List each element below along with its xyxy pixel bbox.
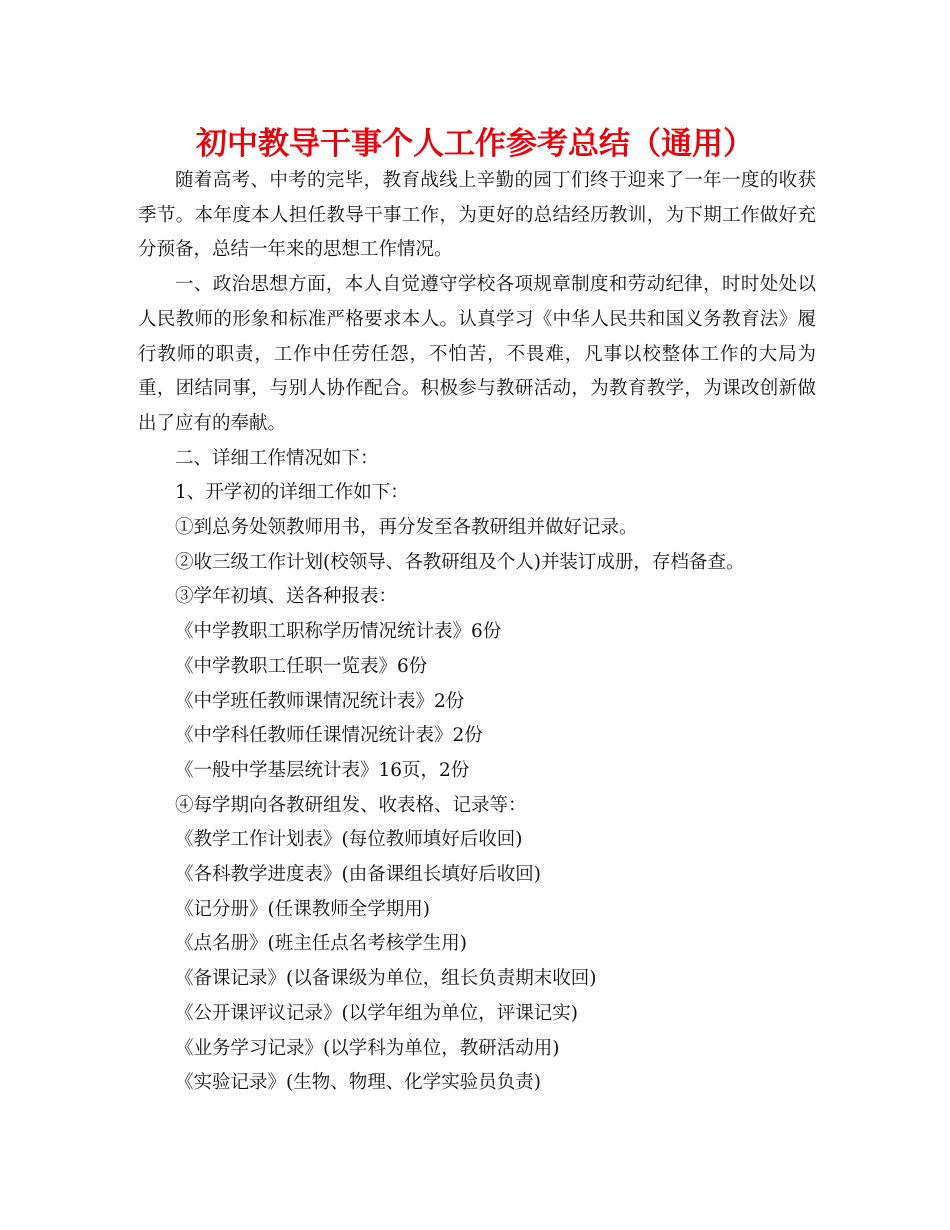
- line-record-teaching-plan: 《教学工作计划表》(每位教师填好后收回): [175, 829, 523, 851]
- paragraph-political: 一、政治思想方面，本人自觉遵守学校各项规章制度和劳动纪律，时时处处以人民教师的形象和标准严格要求本人。认真学习《中华人民共和国义务教育法》履行教师的职责，工作中任劳任怨，不怕苦，不畏难，凡事以校整体工作的大局为重，团结同事，与别人协作配合。积极参与教研活动，为教育教学，为课改创新做出了应有的奉献。: [138, 274, 816, 434]
- line-form-basic-stats: 《一般中学基层统计表》16页，2份: [175, 759, 470, 781]
- line-record-open-class: 《公开课评议记录》(以学年组为单位，评课记实): [175, 1002, 578, 1024]
- line-form-title-stats: 《中学教职工职称学历情况统计表》6份: [175, 621, 502, 643]
- document-body: [138, 164, 816, 1101]
- line-record-lesson-prep: 《备课记录》(以备课级为单位，组长负责期末收回): [175, 968, 597, 990]
- line-form-subject-teacher: 《中学科任教师任课情况统计表》2份: [175, 725, 483, 747]
- line-section-two: 二、详细工作情况如下：: [175, 447, 379, 469]
- line-record-experiment: 《实验记录》(生物、物理、化学实验员负责): [175, 1072, 541, 1094]
- line-item-1: ①到总务处领教师用书，再分发至各教研组并做好记录。: [175, 517, 638, 539]
- line-record-study: 《业务学习记录》(以学科为单位，教研活动用): [175, 1037, 560, 1059]
- line-record-gradebook: 《记分册》(任课教师全学期用): [175, 898, 430, 920]
- line-form-class-teacher: 《中学班任教师课情况统计表》2份: [175, 690, 465, 712]
- line-record-progress: 《各科教学进度表》(由备课组长填好后收回): [175, 864, 541, 886]
- line-semester-start: 1、开学初的详细工作如下：: [175, 482, 409, 504]
- line-record-rollbook: 《点名册》(班主任点名考核学生用): [175, 933, 467, 955]
- line-form-staff-list: 《中学教职工任职一览表》6份: [175, 655, 428, 677]
- paragraph-intro: 随着高考、中考的完毕，教育战线上辛勤的园丁们终于迎来了一年一度的收获季节。本年度本人担任教导干事工作，为更好的总结经历教训，为下期工作做好充分预备，总结一年来的思想工作情况。: [138, 170, 816, 261]
- line-item-2: ②收三级工作计划(校领导、各教研组及个人)并装订成册，存档备查。: [175, 551, 745, 573]
- document-title: 初中教导干事个人工作参考总结（通用）: [196, 126, 754, 162]
- line-item-3: ③学年初填、送各种报表：: [175, 586, 398, 608]
- line-item-4: ④每学期向各教研组发、收表格、记录等：: [175, 794, 527, 816]
